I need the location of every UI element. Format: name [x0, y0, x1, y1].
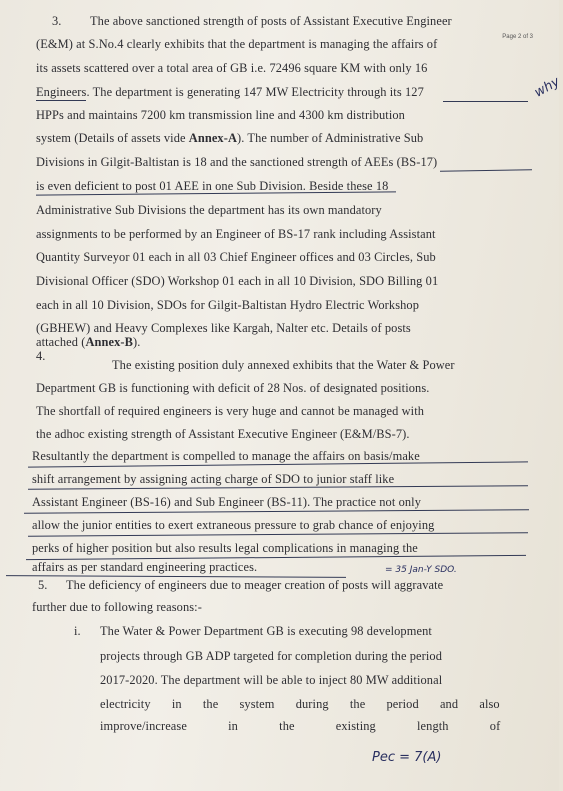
para4-line-8: allow the junior entities to exert extraneous pressure to grab chance of enjoying: [32, 518, 435, 532]
para4-line-1: The existing position duly annexed exhibits that the Water & Power: [112, 358, 455, 372]
pen-underline: [443, 101, 528, 102]
para4-handwritten-note: = 35 Jan-Y SDO.: [385, 565, 457, 575]
para3-line-2: (E&M) at S.No.4 clearly exhibits that the department is managing the affairs of: [36, 37, 438, 51]
pen-underline: [36, 100, 86, 101]
item-i-line-5: improve/increase in the existing length of: [100, 719, 501, 733]
pen-underline: [440, 169, 532, 172]
para4-line-9: perks of higher position but also results legal complications in managing the: [32, 541, 418, 555]
para3-line-10: assignments to be performed by an Engineer of BS-17 rank including Assistant: [36, 227, 436, 241]
para3-line-8: is even deficient to post 01 AEE in one Sub Division. Beside these 18: [36, 179, 389, 193]
para3-line-9: Administrative Sub Divisions the department has its own mandatory: [36, 203, 382, 217]
annex-b-ref: Annex-B: [85, 335, 134, 349]
subitem-i-number: i.: [74, 624, 81, 638]
page-number: Page 2 of 3: [502, 34, 533, 40]
bottom-handwritten-note: Pec = 7(A): [372, 750, 442, 765]
pen-underline: [24, 509, 529, 514]
paragraph-4-number: 4.: [36, 349, 46, 363]
para3-line-4: Engineers. The department is generating 147 MW Electricity through its 127: [36, 85, 424, 99]
item-i-line-2: projects through GB ADP targeted for completion during the period: [100, 649, 443, 663]
item-i-line-4: electricity in the system during the period and also: [100, 697, 500, 711]
para4-line-5: Resultantly the department is compelled to manage the affairs on basis/make: [32, 449, 420, 463]
para3-line-3: its assets scattered over a total area of GB i.e. 72496 square KM with only 16: [36, 61, 428, 75]
para3-line-11: Quantity Surveyor 01 each in all 03 Chief Engineer offices and 03 Circles, Sub: [36, 250, 436, 264]
para3-line-6: system (Details of assets vide Annex-A). The number of Administrative Sub: [36, 131, 424, 145]
para4-line-7: Assistant Engineer (BS-16) and Sub Engineer (BS-11). The practice not only: [32, 495, 422, 509]
paragraph-5-number: 5.: [38, 578, 48, 592]
para3-line-5: HPPs and maintains 7200 km transmission line and 4300 km distribution: [36, 108, 405, 122]
para4-line-6: shift arrangement by assigning acting charge of SDO to junior staff like: [32, 472, 395, 486]
pen-underline: [28, 532, 528, 536]
para4-line-3: The shortfall of required engineers is very huge and cannot be managed with: [36, 404, 425, 418]
paragraph-3-number: 3.: [52, 14, 62, 28]
para3-line-12: Divisional Officer (SDO) Workshop 01 each in all 10 Division, SDO Billing 01: [36, 274, 439, 288]
para5-line-1: The deficiency of engineers due to meager creation of posts will aggravate: [66, 578, 444, 592]
para5-line-2: further due to following reasons:-: [32, 600, 202, 614]
item-i-line-1: The Water & Power Department GB is executing 98 development: [100, 624, 432, 638]
para3-line-15: attached (Annex-B).: [36, 335, 141, 349]
para3-line-14: (GBHEW) and Heavy Complexes like Kargah, Nalter etc. Details of posts: [36, 321, 411, 335]
item-i-line-3: 2017-2020. The department will be able to inject 80 MW additional: [100, 673, 443, 687]
para3-line-7: Divisions in Gilgit-Baltistan is 18 and the sanctioned strength of AEEs (BS-17): [36, 155, 438, 169]
pen-underline: [26, 555, 526, 560]
para3-line-1: The above sanctioned strength of posts of Assistant Executive Engineer: [90, 14, 452, 28]
annex-a-ref: Annex-A: [188, 131, 237, 145]
para4-line-10: affairs as per standard engineering practices.: [32, 560, 258, 574]
para4-line-4: the adhoc existing strength of Assistant Executive Engineer (E&M/BS-7).: [36, 427, 410, 441]
para4-line-2: Department GB is functioning with deficit of 28 Nos. of designated positions.: [36, 381, 430, 395]
margin-note: why: [532, 74, 563, 101]
para3-line-13: each in all 10 Division, SDOs for Gilgit-Baltistan Hydro Electric Workshop: [36, 298, 419, 312]
